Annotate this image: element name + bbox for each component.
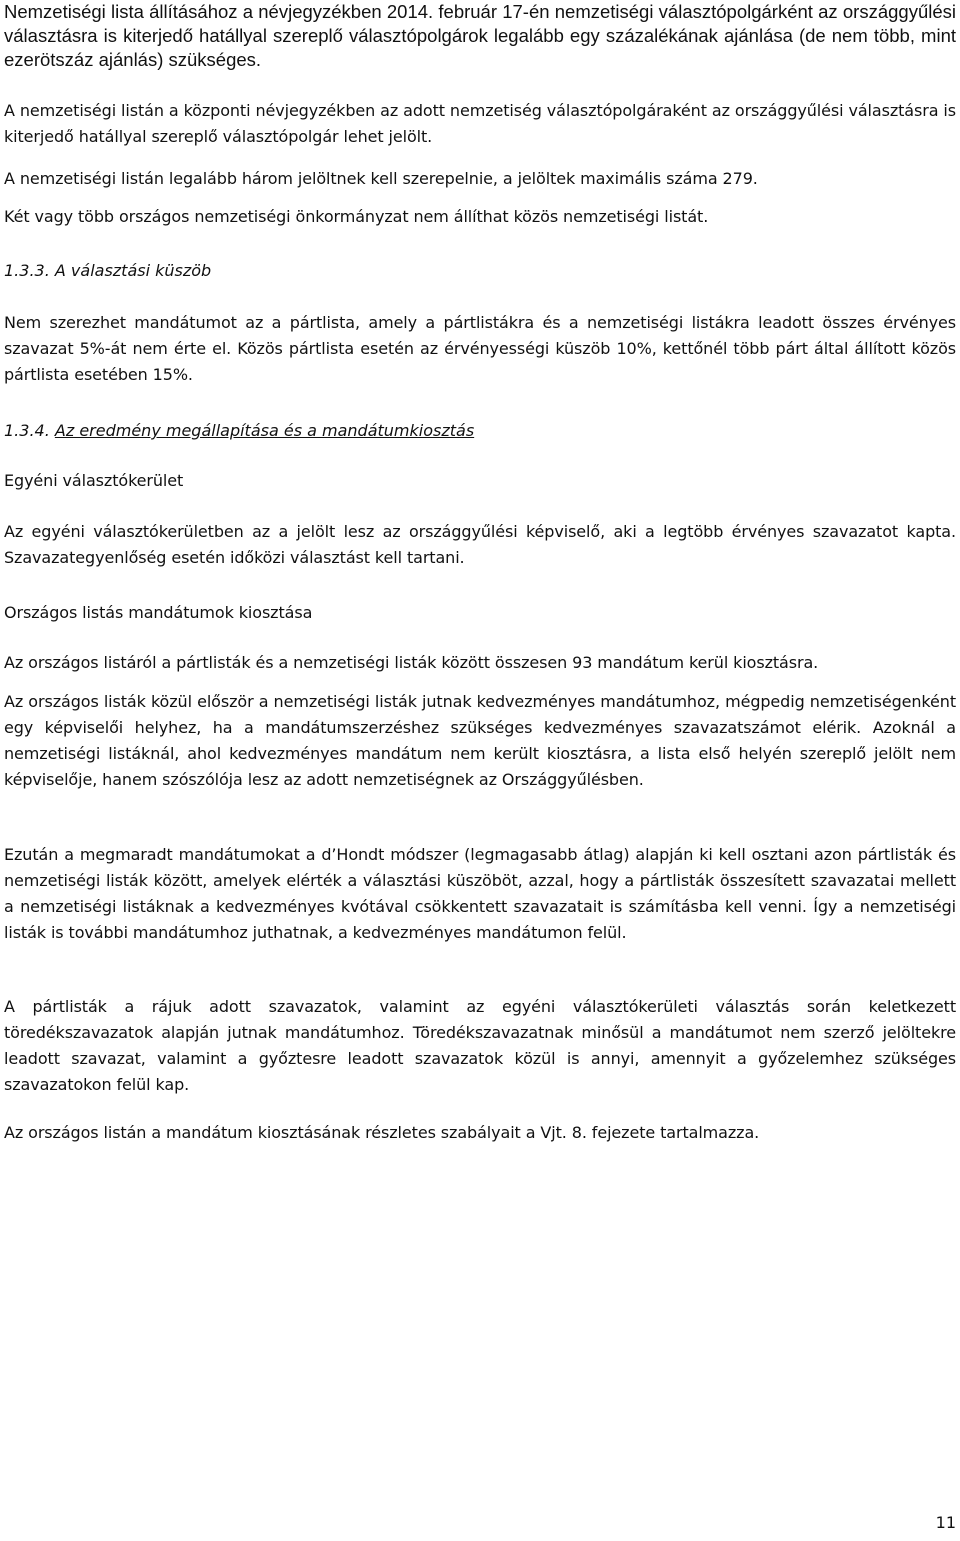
page-number: 11 bbox=[935, 1513, 956, 1532]
document-page bbox=[4, 0, 956, 1541]
section-heading-results bbox=[4, 418, 956, 444]
paragraph-preferential-mandates: Az országos listák közül először a nemzetiségi listák jutnak kedvezményes mandátumhoz, mégpedig nemzetiségenként egy képviselői helyhez, ha a mandátumszerzéshez szükséges kedvezményes szavazatszámot elérik. Azoknál a nemzetiségi listáknál, ahol kedvezményes mandátum nem került kiosztásra, a lista első helyén szereplő jelölt nem képviselője, hanem szószólója lesz az adott nemzetiségnek az Országgyűlésben. bbox=[4, 692, 956, 789]
paragraph-list-recommendation: Nemzetiségi lista állításához a névjegyzékben 2014. február 17-én nemzetiségi választópolgárként az országgyűlési választásra is kiterjedő hatállyal szereplő választópolgárok legalább egy százalékának ajánlása (de nem több, mint ezerötszáz ajánlás) szükséges. bbox=[4, 1, 956, 70]
section-number: 1.3.4. bbox=[4, 421, 50, 440]
subheading-national-list: Országos listás mandátumok kiosztása bbox=[4, 603, 313, 622]
section-heading-threshold bbox=[4, 258, 956, 284]
paragraph-threshold-rules: Nem szerezhet mandátumot az a pártlista, amely a pártlistákra és a nemzetiségi listákra leadott összes érvényes szavazat 5%-át nem érte el. Közös pártlista esetén az érvényességi küszöb 10%, kettőnél több párt által állított közös pártlista esetében 15%. bbox=[4, 313, 956, 384]
subheading-individual-district: Egyéni választókerület bbox=[4, 471, 184, 490]
paragraph-dhondt-method: Ezután a megmaradt mandátumokat a d’Hondt módszer (legmagasabb átlag) alapján ki kell osztani azon pártlisták és nemzetiségi listák között, amelyek elérték a választási küszöböt, azzal, hogy a pártlisták összesített szavazatai mellett a nemzetiségi listáknak a kedvezményes kvótával csökkentett szavazatait is számításba kell venni. Így a nemzetiségi listák is további mandátumhoz juthatnak, a kedvezményes mandátumon felül. bbox=[4, 845, 956, 942]
paragraph-individual-district: Az egyéni választókerületben az a jelölt lesz az országgyűlési képviselő, aki a legtöbb érvényes szavazatot kapta. Szavazategyenlőség esetén időközi választást kell tartani. bbox=[4, 522, 956, 567]
paragraph-candidate-eligibility: A nemzetiségi listán a központi névjegyzékben az adott nemzetiség választópolgáraként az országgyűlési választásra is kiterjedő hatállyal szereplő választópolgár lehet jelölt. bbox=[4, 101, 956, 146]
paragraph-candidate-count: A nemzetiségi listán legalább három jelöltnek kell szerepelnie, a jelöltek maximális száma 279. bbox=[4, 169, 758, 188]
paragraph-mandate-total: Az országos listáról a pártlisták és a nemzetiségi listák között összesen 93 mandátum kerül kiosztásra. bbox=[4, 653, 819, 672]
paragraph-joint-list: Két vagy több országos nemzetiségi önkormányzat nem állíthat közös nemzetiségi listát. bbox=[4, 207, 709, 226]
section-title: A választási küszöb bbox=[54, 261, 212, 280]
paragraph-fractional-votes: A pártlisták a rájuk adott szavazatok, valamint az egyéni választókerületi választás során keletkezett töredékszavazatok alapján jutnak mandátumhoz. Töredékszavazatnak minősül a mandátumot nem szerző jelöltekre leadott szavazat, valamint a győztesre leadott szavazatok közül is annyi, amennyit a győzelemhez szükséges szavazatokon felül kap. bbox=[4, 997, 956, 1094]
section-number: 1.3.3. bbox=[4, 261, 50, 280]
section-title: Az eredmény megállapítása és a mandátumkiosztás bbox=[54, 421, 475, 440]
paragraph-detailed-rules: Az országos listán a mandátum kiosztásának részletes szabályait a Vjt. 8. fejezete tartalmazza. bbox=[4, 1123, 760, 1142]
